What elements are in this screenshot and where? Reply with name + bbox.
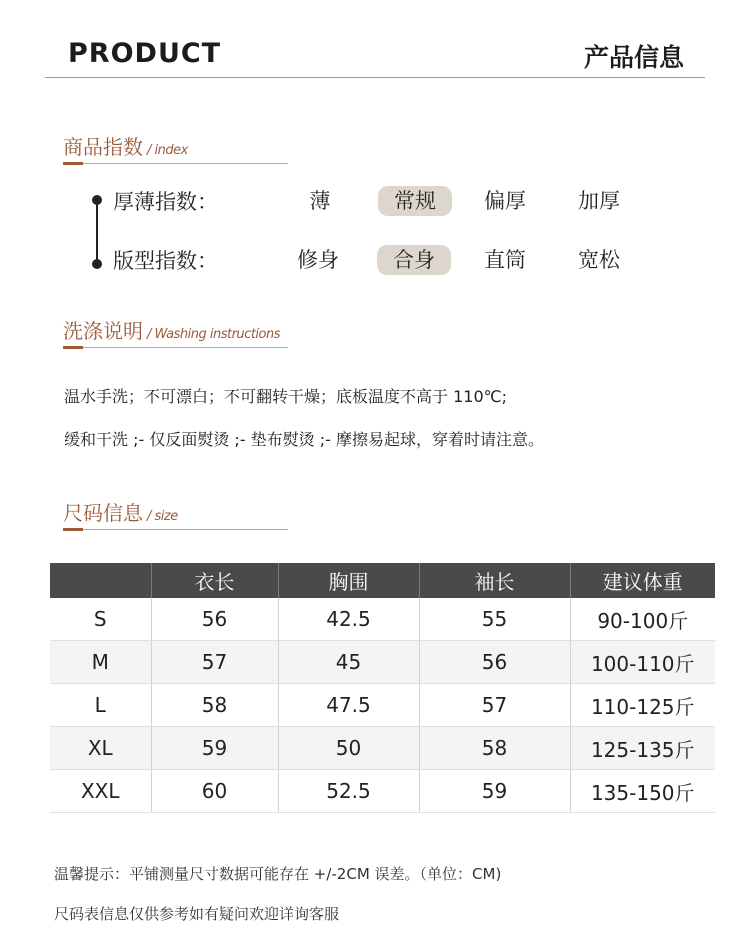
size-title-underline (63, 529, 288, 530)
washing-title-accent (63, 346, 83, 349)
size-cell: XL (50, 727, 151, 770)
header-cell-chest: 胸围 (278, 563, 419, 598)
index-subtitle: / index (147, 143, 188, 158)
weight-cell: 125-135斤 (570, 727, 715, 770)
size-section-title (63, 497, 178, 526)
size-cell: L (50, 684, 151, 727)
length-cell: 58 (151, 684, 278, 727)
sleeve-cell: 56 (419, 641, 570, 684)
header-title-zh: 产品信息 (583, 43, 684, 72)
index-section-title (63, 131, 188, 160)
fit-option-straight: 直筒 (484, 248, 526, 272)
index-connector-line (96, 200, 98, 264)
weight-cell: 110-125斤 (570, 684, 715, 727)
weight-cell: 135-150斤 (570, 770, 715, 813)
table-row (50, 598, 715, 641)
thickness-label: 厚薄指数： (113, 190, 218, 214)
header-title-en: PRODUCT (68, 38, 222, 69)
sleeve-cell: 59 (419, 770, 570, 813)
length-cell: 60 (151, 770, 278, 813)
chest-cell: 52.5 (278, 770, 419, 813)
chest-cell: 47.5 (278, 684, 419, 727)
washing-subtitle: / Washing instructions (147, 327, 280, 342)
measurement-note: 温馨提示：平铺测量尺寸数据可能存在 +/-2CM 误差。（单位：CM) (54, 865, 502, 883)
size-table (50, 563, 715, 813)
index-bullet-dot (92, 195, 102, 205)
size-subtitle: / size (147, 509, 178, 524)
chest-cell: 50 (278, 727, 419, 770)
fit-option-regular-selected: 合身 (377, 245, 451, 275)
thickness-option-extra-thick: 加厚 (578, 189, 620, 213)
table-row (50, 641, 715, 684)
sleeve-cell: 57 (419, 684, 570, 727)
header-cell-size (50, 563, 151, 598)
fit-option-loose: 宽松 (578, 248, 620, 272)
sleeve-cell: 55 (419, 598, 570, 641)
header-cell-sleeve: 袖长 (419, 563, 570, 598)
fit-option-slim: 修身 (297, 248, 339, 272)
index-title: 商品指数 (63, 135, 143, 159)
washing-title: 洗涤说明 (63, 319, 143, 343)
thickness-option-regular-selected: 常规 (378, 186, 452, 216)
header-cell-length: 衣长 (151, 563, 278, 598)
header-cell-weight: 建议体重 (570, 563, 715, 598)
length-cell: 56 (151, 598, 278, 641)
chest-cell: 42.5 (278, 598, 419, 641)
header-divider (45, 77, 705, 78)
size-table-header (50, 563, 715, 598)
size-cell: XXL (50, 770, 151, 813)
washing-title-underline (63, 347, 288, 348)
length-cell: 57 (151, 641, 278, 684)
reference-note: 尺码表信息仅供参考如有疑问欢迎详询客服 (54, 905, 340, 923)
washing-line-2: 缓和干洗 ;- 仅反面熨烫 ;- 垫布熨烫 ;- 摩擦易起球，穿着时请注意。 (64, 430, 545, 449)
table-row (50, 770, 715, 813)
chest-cell: 45 (278, 641, 419, 684)
fit-label: 版型指数： (113, 249, 218, 273)
table-row (50, 727, 715, 770)
size-cell: S (50, 598, 151, 641)
index-title-underline (63, 163, 288, 164)
size-cell: M (50, 641, 151, 684)
thickness-option-thin: 薄 (309, 189, 331, 213)
weight-cell: 90-100斤 (570, 598, 715, 641)
washing-line-1: 温水手洗；不可漂白；不可翻转干燥；底板温度不高于 110℃; (64, 387, 507, 406)
index-title-accent (63, 162, 83, 165)
sleeve-cell: 58 (419, 727, 570, 770)
thickness-option-thick: 偏厚 (484, 189, 526, 213)
index-bullet-dot (92, 259, 102, 269)
size-title-accent (63, 528, 83, 531)
length-cell: 59 (151, 727, 278, 770)
weight-cell: 100-110斤 (570, 641, 715, 684)
washing-section-title (63, 315, 280, 344)
table-row (50, 684, 715, 727)
size-title: 尺码信息 (63, 501, 143, 525)
